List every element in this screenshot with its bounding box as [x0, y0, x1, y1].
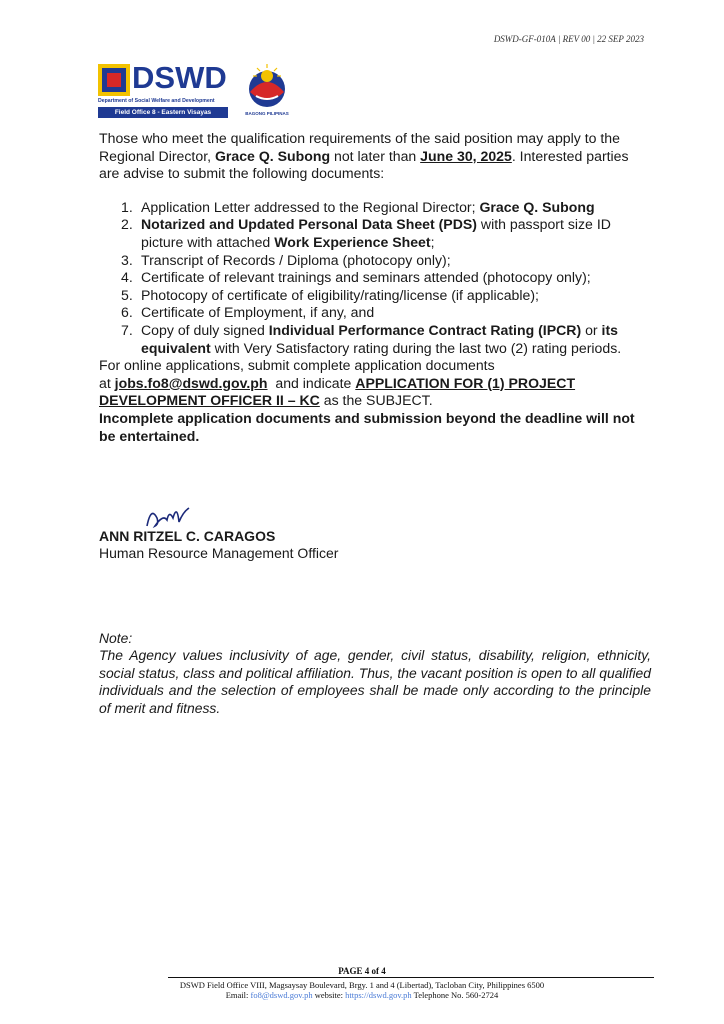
list-text: with passport size ID picture with attached [141, 216, 611, 250]
online-text: as the SUBJECT. [319, 392, 433, 409]
online-text: at [99, 374, 115, 391]
list-item [121, 304, 651, 322]
bagong-pilipinas-icon [242, 62, 292, 118]
list-number: 4. [121, 269, 133, 286]
note-text: The Agency values inclusivity of age, gender, civil status, disability, religion, ethnicity, social status, class and political affiliation. Thus, the vacant position is open to all qualified individuals and the selection of employees shall be made only according to the principle of merit and fitness. [99, 647, 651, 716]
deadline-warning: Incomplete application documents and submission beyond the deadline will not be entertained. [99, 409, 635, 444]
dswd-logo [98, 62, 328, 126]
list-item [121, 199, 651, 217]
list-text-bold: Grace Q. Subong [479, 198, 595, 215]
list-text: ; [430, 233, 435, 250]
intro-paragraph [99, 130, 651, 183]
page-number: PAGE 4 of 4 [338, 966, 386, 976]
list-item [121, 252, 651, 270]
list-item [121, 216, 651, 251]
footer [0, 966, 724, 1000]
list-text-bold: Work Experience Sheet [274, 233, 431, 250]
list-text: Certificate of relevant trainings and seminars attended (photocopy only); [141, 269, 591, 286]
logo-subtitle: Department of Social Welfare and Development [98, 98, 215, 104]
list-item [121, 269, 651, 287]
online-instructions [99, 357, 651, 410]
footer-email-label: Email: [225, 990, 251, 1000]
logo-office-bar: Field Office 8 - Eastern Visayas [98, 107, 228, 118]
bagong-pilipinas-label: BAGONG PILIPINAS [245, 111, 289, 116]
footer-address: DSWD Field Office VIII, Magsaysay Boulevard, Brgy. 1 and 4 (Libertad), Tacloban City, Philippines 6500 [179, 980, 545, 990]
document-code: DSWD-GF-010A | REV 00 | 22 SEP 2023 [493, 34, 644, 44]
list-number: 3. [121, 251, 133, 268]
note-label: Note: [99, 630, 133, 646]
footer-website-link[interactable]: https://dswd.gov.ph [345, 990, 412, 1000]
logo-wordmark: DSWD [132, 60, 227, 95]
intro-text: not later than [330, 147, 421, 164]
signature-block [99, 500, 499, 570]
signatory-title: Human Resource Management Officer [99, 545, 339, 561]
footer-contact [0, 990, 724, 1000]
list-item [121, 322, 651, 357]
list-number: 7. [121, 321, 133, 338]
list-number: 6. [121, 304, 133, 321]
list-text: Copy of duly signed [141, 321, 269, 338]
intro-text: Those who meet the qualification requirements of the said position may apply to the Regional Director, [99, 130, 620, 164]
dswd-emblem-icon [98, 64, 130, 96]
list-number: 2. [121, 216, 133, 233]
list-text: or [581, 321, 602, 338]
list-text-bold: its equivalent [141, 321, 618, 356]
list-number: 1. [121, 198, 133, 215]
list-text: with Very Satisfactory rating during the last two (2) rating periods. [210, 339, 622, 356]
online-text: and indicate [267, 374, 356, 391]
list-text: Certificate of Employment, if any, and [141, 304, 375, 321]
list-item [121, 287, 651, 305]
list-text: Application Letter addressed to the Regional Director; [141, 198, 480, 215]
list-text-bold: Notarized and Updated Personal Data Sheet (PDS) [141, 216, 477, 233]
intro-text: . Interested parties are advise to submit the following documents: [99, 147, 629, 182]
footer-website-label: website: [312, 990, 346, 1000]
email-subject: APPLICATION FOR (1) PROJECT DEVELOPMENT OFFICER II – KC [99, 374, 576, 409]
signatory-name: ANN RITZEL C. CARAGOS [99, 528, 276, 544]
footer-phone: Telephone No. 560-2724 [411, 990, 499, 1000]
deadline-date: June 30, 2025 [420, 147, 512, 164]
footer-email-link[interactable]: fo8@dswd.gov.ph [250, 990, 313, 1000]
application-email-link[interactable]: jobs.fo8@dswd.gov.ph [114, 374, 268, 391]
director-name: Grace Q. Subong [214, 147, 331, 164]
list-text-bold: Individual Performance Contract Rating (IPCR) [268, 321, 582, 338]
online-text: For online applications, submit complete application documents [99, 357, 495, 374]
requirements-list [99, 199, 651, 357]
letter-body [99, 130, 651, 445]
list-text: Transcript of Records / Diploma (photocopy only); [141, 251, 451, 268]
list-text: Photocopy of certificate of eligibility/rating/license (if applicable); [141, 286, 539, 303]
note-section [99, 630, 651, 717]
list-number: 5. [121, 286, 133, 303]
